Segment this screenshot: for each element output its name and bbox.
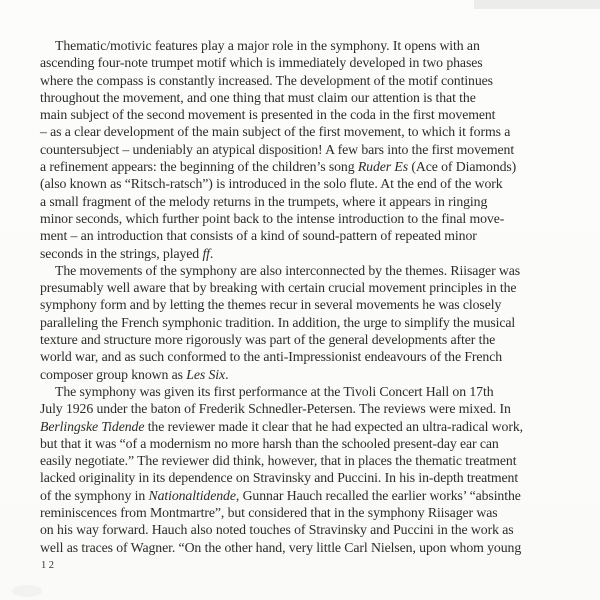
text-segment: the reviewer made it clear that he had expected an ultra-radical work,	[144, 418, 523, 434]
text-segment: ment – an introduction that consists of a kind of sound-pattern of repeated minor	[40, 228, 477, 244]
scan-edge-artifact	[474, 0, 600, 9]
text-segment: main subject of the second movement is presented in the coda in the first movement	[40, 107, 496, 123]
text-segment: .	[209, 245, 214, 261]
text-segment: easily negotiate.” The reviewer did think, however, that in places the thematic treatment	[40, 453, 517, 469]
text-segment: – as a clear development of the main subject of the first movement, to which it forms a	[40, 124, 511, 140]
text-line	[40, 383, 585, 400]
text-segment: a refinement appears: the beginning of the children’s song	[40, 159, 358, 175]
text-segment: (Ace of Diamonds)	[408, 159, 517, 175]
text-segment: on his way forward. Hauch also noted touches of Stravinsky and Puccini in the work as	[40, 522, 514, 538]
text-block	[40, 37, 585, 556]
text-segment: symphony form and by letting the themes recur in several movements he was closely	[40, 297, 502, 313]
paragraph	[40, 262, 585, 383]
italic-text-segment: Nationaltidende	[148, 487, 236, 503]
text-segment: ascending four-note trumpet motif which is immediately developed in two phases	[40, 55, 483, 71]
text-line	[40, 331, 585, 348]
text-segment: but that it was “of a modernism no more harsh than the schooled present-day ear can	[40, 435, 499, 451]
text-line	[40, 366, 585, 383]
text-segment: where the compass is constantly increased. The development of the motif continues	[40, 72, 493, 88]
text-segment: .	[225, 366, 229, 382]
text-line	[40, 435, 585, 452]
text-segment: paralleling the French symphonic tradition. In addition, the urge to simplify the musical	[40, 314, 516, 330]
text-line	[40, 418, 585, 435]
text-segment: well as traces of Wagner. “On the other hand, very little Carl Nielsen, upon whom young	[40, 539, 522, 555]
text-segment: throughout the movement, and one thing that must claim our attention is that the	[40, 89, 476, 105]
text-line	[40, 175, 585, 192]
text-line	[40, 227, 585, 244]
text-segment: a small fragment of the melody returns in the trumpets, where it appears in ringing	[40, 193, 488, 209]
text-segment: reminiscences from Montmartre”, but considered that in the symphony Riisager was	[40, 505, 498, 521]
italic-text-segment: Berlingske Tidende	[40, 418, 145, 434]
text-line	[40, 279, 585, 296]
text-segment: (also known as “Ritsch-ratsch”) is introduced in the solo flute. At the end of the work	[40, 176, 503, 192]
text-line	[40, 245, 585, 262]
text-segment: texture and structure more rigorously was part of the general developments after the	[40, 332, 496, 348]
text-segment: The symphony was given its first performance at the Tivoli Concert Hall on 17th	[55, 383, 494, 399]
text-line	[40, 210, 585, 227]
text-line	[40, 158, 585, 175]
text-line	[40, 469, 585, 486]
text-line	[40, 521, 585, 538]
text-line	[40, 89, 585, 106]
text-line	[40, 487, 585, 504]
text-segment: lacked originality in its dependence on Stravinsky and Puccini. In his in-depth treatment	[40, 470, 519, 486]
scan-smudge-artifact	[12, 585, 42, 597]
text-line	[40, 72, 585, 89]
text-segment: presumably well aware that by breaking with certain crucial movement principles in the	[40, 280, 517, 296]
text-line	[40, 296, 585, 313]
text-line	[40, 452, 585, 469]
text-segment: composer group known as	[40, 366, 187, 382]
text-segment: , Gunnar Hauch recalled the earlier works’ “absinthe	[235, 487, 521, 503]
text-line	[40, 504, 585, 521]
text-segment: Thematic/motivic features play a major role in the symphony. It opens with an	[55, 38, 480, 53]
text-line	[40, 314, 585, 331]
text-line	[40, 400, 585, 417]
text-segment: July 1926 under the baton of Frederik Schnedler-Petersen. The reviews were mixed. In	[40, 401, 511, 417]
text-segment: of the symphony in	[40, 487, 149, 503]
italic-text-segment: ff	[202, 245, 210, 261]
text-line	[40, 262, 585, 279]
paragraph	[40, 37, 585, 262]
text-line	[40, 539, 585, 556]
text-line	[40, 37, 585, 54]
text-line	[40, 348, 585, 365]
paragraph	[40, 383, 585, 556]
text-segment: world war, and as such conformed to the anti-Impressionist endeavours of the French	[40, 349, 503, 365]
text-segment: The movements of the symphony are also interconnected by the themes. Riisager was	[55, 262, 521, 278]
italic-text-segment: Ruder Es	[357, 159, 409, 175]
text-segment: countersubject – undeniably an atypical disposition! A few bars into the first movement	[40, 141, 515, 157]
text-line	[40, 54, 585, 71]
text-line	[40, 106, 585, 123]
text-line	[40, 193, 585, 210]
italic-text-segment: Les Six	[186, 366, 226, 382]
text-line	[40, 123, 585, 140]
text-segment: minor seconds, which further point back to the intense introduction to the final move-	[40, 210, 505, 226]
text-segment: seconds in the strings, played	[40, 245, 203, 261]
page-number: 12	[41, 560, 57, 571]
text-line	[40, 141, 585, 158]
